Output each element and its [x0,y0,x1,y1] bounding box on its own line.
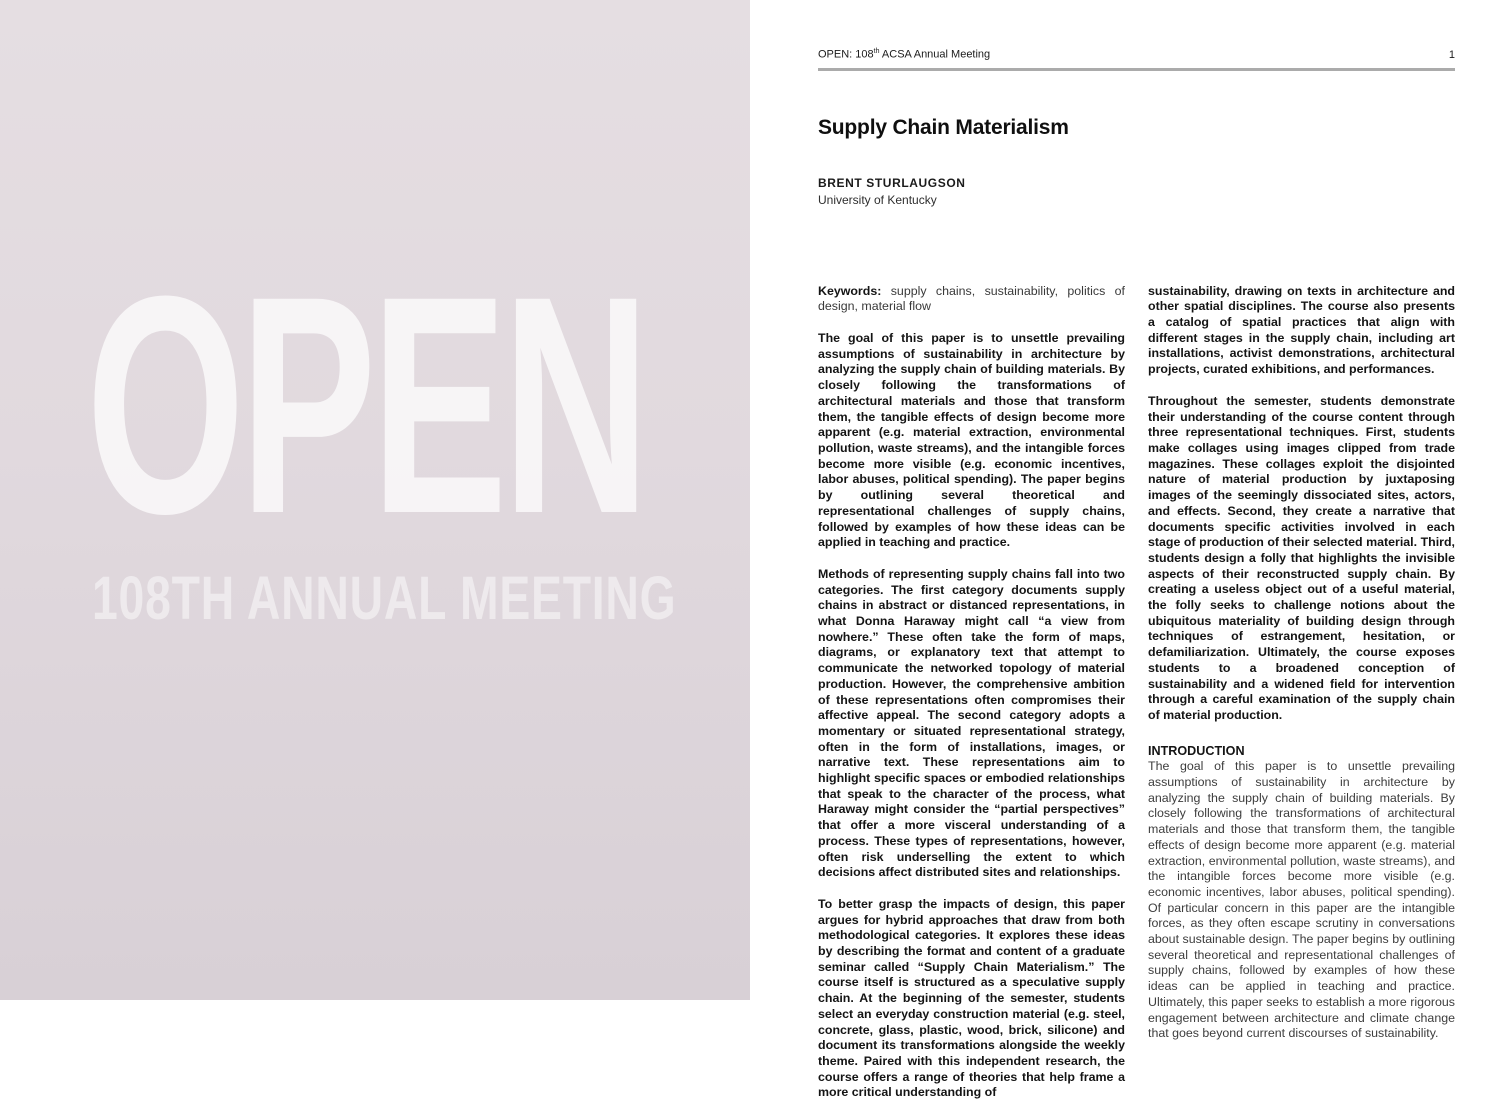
running-header [818,48,1455,61]
keywords-text: supply chains, sustainability, politics of design, material flow [818,283,1125,314]
abstract-paragraph-1: The goal of this paper is to unsettle prevailing assumptions of sustainability in architecture by analyzing the supply chain of building materials. By closely following the transformations of architectural materials and those that transform them, the tangible effects of design become more apparent (e.g. material extraction, environmental pollution, waste streams), and the intangible forces become more visible (e.g. economic incentives, labor abuses, political spending). The paper begins by outlining several theoretical and representational challenges of supply chains, followed by examples of how these ideas can be applied in teaching and practice. [818,331,1125,550]
running-header-title-suffix: ACSA Annual Meeting [879,48,991,61]
running-header-title [818,48,990,61]
author-name: BRENT STURLAUGSON [818,175,966,190]
abstract-paragraph-5: Throughout the semester, students demonstrate their understanding of the course content through three representational techniques. First, students make collages using images clipped from trade magazines. These collages exploit the disjointed nature of material production by juxtaposing images of the seemingly dissociated sites, actors, and effects. Second, they create a narrative that documents specific activities involved in each stage of production of their selected material. Third, students design a folly that highlights the invisible aspects of their reconstructed supply chain. By creating a useless object out of a useful material, the folly seeks to challenge notions about the ubiquitous materiality of building design through techniques of estrangement, hesitation, or defamiliarization. Ultimately, the course exposes students to a broadened conception of sustainability and a widened field for intervention through a careful examination of the supply chain of material production. [1148,393,1455,722]
keywords-label: Keywords: [818,283,882,298]
abstract-paragraph-2: Methods of representing supply chains fall into two categories. The first category documents supply chains in abstract or distanced representations, in what Donna Haraway might call “a view from nowhere.” These often take the form of maps, diagrams, or explanatory text that attempt to communicate the networked topology of material production. However, the comprehensive ambition of these representations often compromises their affective appeal. The second category adopts a momentary or situated representational strategy, often in the form of installations, images, or narrative text. These representations aim to highlight specific spaces or embodied relationships that speak to the character of the process, what Haraway might consider the “partial perspectives” that offer a more visceral understanding of a process. These types of representations, however, often risk underselling the extent to which decisions affect distributed sites and relationships. [818,566,1125,880]
body-column-1 [818,284,1125,1117]
paper-title: Supply Chain Materialism [818,115,1069,139]
body-column-2 [1148,284,1455,1117]
author-block [818,176,1455,207]
abstract-paragraph-4: sustainability, drawing on texts in architecture and other spatial disciplines. The course also presents a catalog of spatial practices that align with different stages in the supply chain, including art installations, activist demonstrations, architectural projects, curated exhibitions, and performances. [1148,283,1455,377]
abstract-paragraph-3: To better grasp the impacts of design, this paper argues for hybrid approaches that draw from both methodological categories. It explores these ideas by describing the format and content of a graduate seminar called “Supply Chain Materialism.” The course itself is structured as a speculative supply chain. At the beginning of the semester, students select an everyday construction material (e.g. steel, concrete, glass, plastic, wood, brick, silicone) and document its transformations alongside the weekly theme. Paired with this independent research, the course offers a range of theories that help frame a more critical understanding of [818,896,1125,1100]
cover-watermark-title: OPEN [86,231,645,578]
keywords-line [818,284,1125,315]
author-affiliation: University of Kentucky [818,192,937,207]
cover-page [0,0,750,1000]
section-heading-introduction: INTRODUCTION [1148,743,1245,758]
introduction-paragraph: The goal of this paper is to unsettle prevailing assumptions of sustainability in architecture by analyzing the supply chain of building materials. By closely following the transformations of architectural materials and those that transform them, the tangible effects of design become more apparent (e.g. material extraction, environmental pollution, waste streams), and the intangible forces become more visible (e.g. economic incentives, labor abuses, political spending). Of particular concern in this paper are the intangible forces, as they often escape scrutiny in conversations about sustainable design. The paper begins by outlining several theoretical and representational challenges of supply chains, followed by examples of how these ideas can be applied in teaching and practice. Ultimately, this paper seeks to establish a more rigorous engagement between architecture and climate change that goes beyond current discourses of sustainability. [1148,759,1455,1041]
running-header-title-superscript: th [873,48,880,55]
cover-watermark-subtitle: 108TH ANNUAL MEETING [92,564,677,632]
paper-page [750,0,1500,1100]
body-columns [818,284,1455,1117]
header-rule [818,68,1455,71]
running-header-title-prefix: OPEN: 108 [818,48,874,61]
page-number: 1 [1448,48,1455,61]
